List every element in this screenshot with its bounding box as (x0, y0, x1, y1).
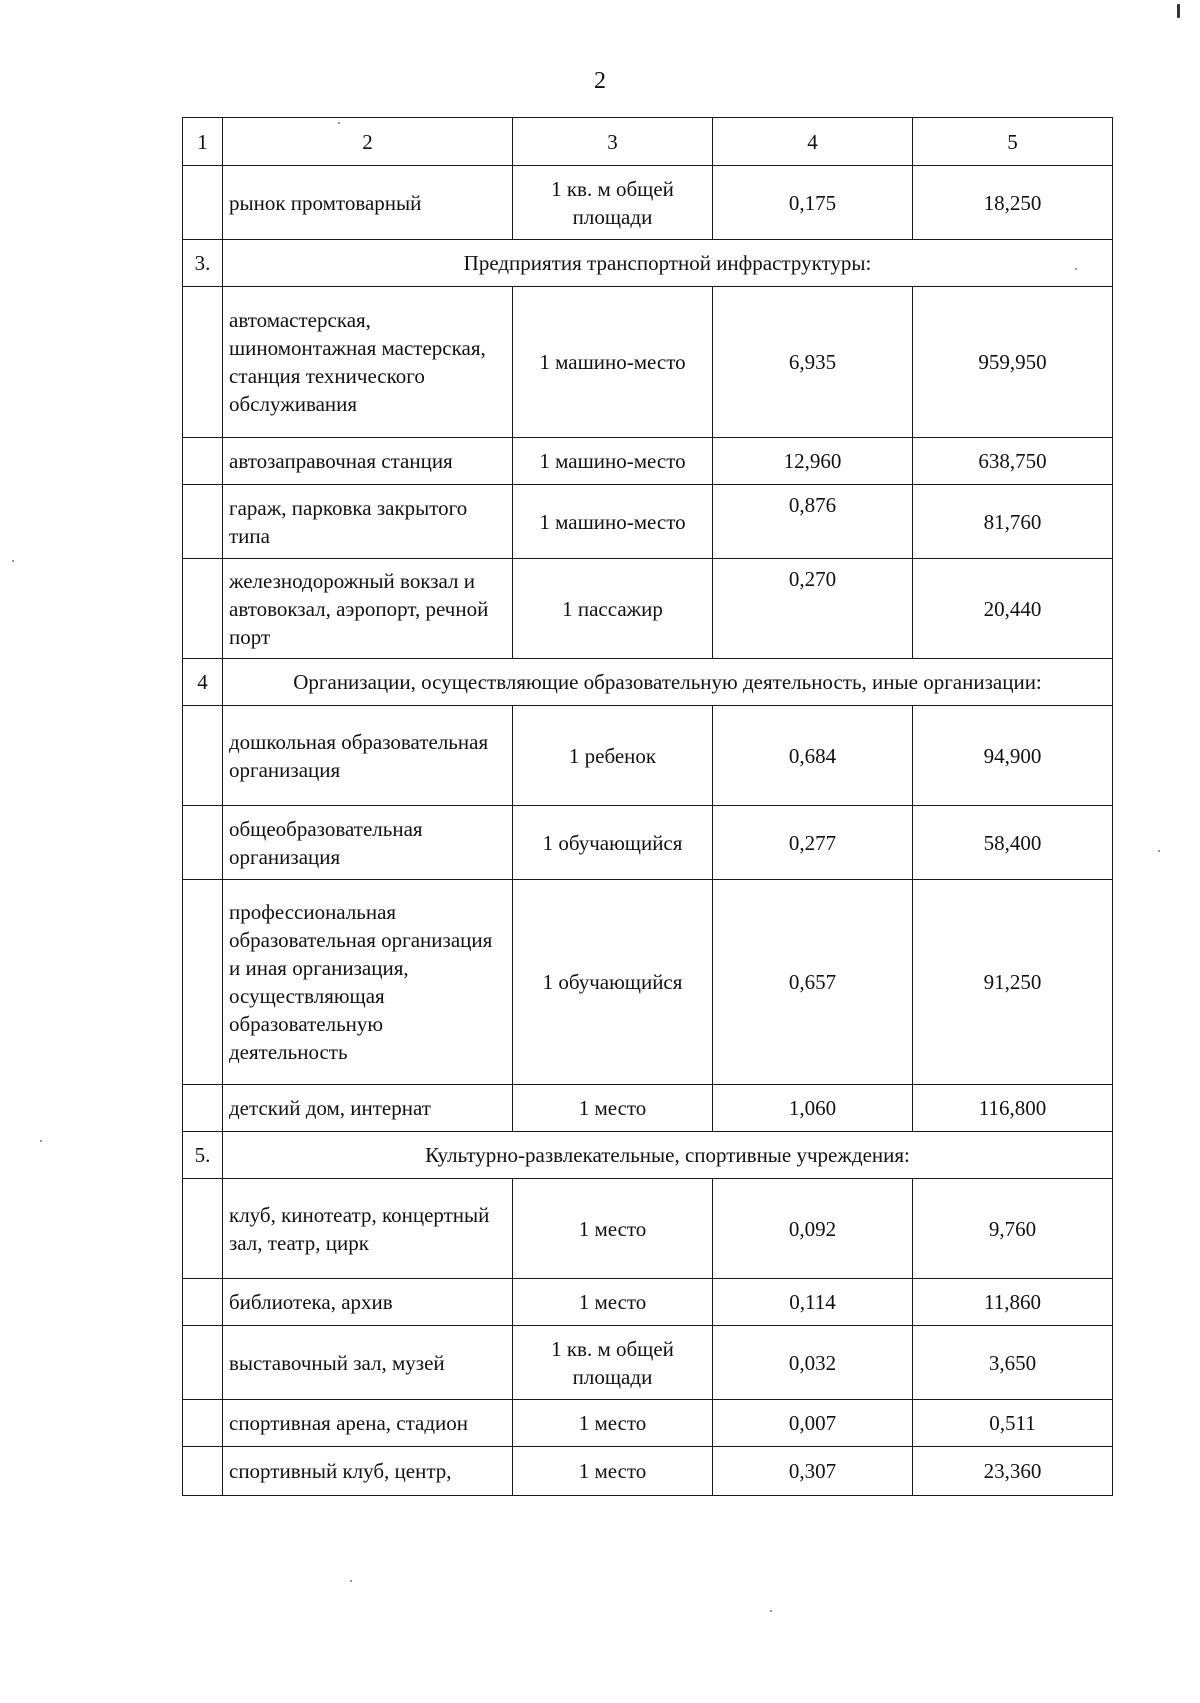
norm-daily-value: 0,277 (713, 806, 913, 880)
object-name: железнодорожный вокзал и автовокзал, аэропорт, речной порт (223, 559, 513, 659)
norm-daily-value: 12,960 (713, 438, 913, 485)
table-row (183, 806, 1113, 880)
unit-of-measure: 1 место (513, 1447, 713, 1496)
row-number (183, 1326, 223, 1400)
section-number: 5. (183, 1132, 223, 1179)
norm-daily-value: 0,270 (713, 559, 913, 659)
unit-of-measure: 1 место (513, 1279, 713, 1326)
row-number (183, 1085, 223, 1132)
object-name: автозаправочная станция (223, 438, 513, 485)
object-name: спортивная арена, стадион (223, 1400, 513, 1447)
section-row (183, 240, 1113, 287)
unit-of-measure: 1 обучающийся (513, 880, 713, 1085)
norm-daily-value: 1,060 (713, 1085, 913, 1132)
object-name: общеобразовательная организация (223, 806, 513, 880)
row-number (183, 1179, 223, 1279)
row-number (183, 287, 223, 438)
norm-annual-value: 18,250 (913, 166, 1113, 240)
section-number: 3. (183, 240, 223, 287)
section-row (183, 659, 1113, 706)
row-number (183, 166, 223, 240)
object-name: дошкольная образовательная организация (223, 706, 513, 806)
table-row (183, 287, 1113, 438)
unit-of-measure: 1 машино-место (513, 485, 713, 559)
object-name: детский дом, интернат (223, 1085, 513, 1132)
scan-speck (40, 1140, 42, 1142)
table-row (183, 166, 1113, 240)
row-number (183, 1400, 223, 1447)
norm-annual-value: 58,400 (913, 806, 1113, 880)
object-name: спортивный клуб, центр, (223, 1447, 513, 1496)
object-name: профессиональная образовательная организация и иная организация, осуществляющая образовательную деятельность (223, 880, 513, 1085)
norm-daily-value: 0,175 (713, 166, 913, 240)
table-row (183, 485, 1113, 559)
row-number (183, 806, 223, 880)
norm-annual-value: 20,440 (913, 559, 1113, 659)
header-cell: 5 (913, 118, 1113, 166)
unit-of-measure: 1 машино-место (513, 438, 713, 485)
row-number (183, 880, 223, 1085)
norm-annual-value: 23,360 (913, 1447, 1113, 1496)
scan-mark (1177, 4, 1180, 18)
object-name: выставочный зал, музей (223, 1326, 513, 1400)
norm-daily-value: 0,876 (713, 485, 913, 559)
table-row (183, 1179, 1113, 1279)
norm-annual-value: 11,860 (913, 1279, 1113, 1326)
norm-annual-value: 959,950 (913, 287, 1113, 438)
norm-daily-value: 0,092 (713, 1179, 913, 1279)
scan-speck (12, 560, 14, 562)
table-row (183, 438, 1113, 485)
section-title: Предприятия транспортной инфраструктуры: (223, 240, 1113, 287)
scan-speck (338, 122, 340, 124)
section-number: 4 (183, 659, 223, 706)
header-cell: 4 (713, 118, 913, 166)
norms-table (182, 117, 1113, 1496)
row-number (183, 559, 223, 659)
section-title: Культурно-развлекательные, спортивные учреждения: (223, 1132, 1113, 1179)
header-cell: 2 (223, 118, 513, 166)
scan-speck (770, 1610, 772, 1612)
header-cell: 1 (183, 118, 223, 166)
unit-of-measure: 1 место (513, 1400, 713, 1447)
table-row (183, 880, 1113, 1085)
object-name: автомастерская, шиномонтажная мастерская, станция технического обслуживания (223, 287, 513, 438)
norm-daily-value: 0,007 (713, 1400, 913, 1447)
table-row (183, 706, 1113, 806)
row-number (183, 706, 223, 806)
norm-annual-value: 94,900 (913, 706, 1113, 806)
norm-daily-value: 6,935 (713, 287, 913, 438)
norm-daily-value: 0,114 (713, 1279, 913, 1326)
unit-of-measure: 1 пассажир (513, 559, 713, 659)
section-row (183, 1132, 1113, 1179)
norm-annual-value: 0,511 (913, 1400, 1113, 1447)
scan-speck (1075, 268, 1077, 270)
table-row (183, 1326, 1113, 1400)
unit-of-measure: 1 кв. м общей площади (513, 166, 713, 240)
section-title: Организации, осуществляющие образовательную деятельность, иные организации: (223, 659, 1113, 706)
norm-annual-value: 116,800 (913, 1085, 1113, 1132)
norm-annual-value: 81,760 (913, 485, 1113, 559)
scan-speck (350, 1580, 352, 1582)
table-row (183, 559, 1113, 659)
norm-annual-value: 9,760 (913, 1179, 1113, 1279)
table-row (183, 1400, 1113, 1447)
object-name: библиотека, архив (223, 1279, 513, 1326)
object-name: рынок промтоварный (223, 166, 513, 240)
table-row (183, 1279, 1113, 1326)
norm-annual-value: 638,750 (913, 438, 1113, 485)
unit-of-measure: 1 машино-место (513, 287, 713, 438)
row-number (183, 438, 223, 485)
object-name: гараж, парковка закрытого типа (223, 485, 513, 559)
unit-of-measure: 1 обучающийся (513, 806, 713, 880)
unit-of-measure: 1 ребенок (513, 706, 713, 806)
header-row (183, 118, 1113, 166)
norm-daily-value: 0,032 (713, 1326, 913, 1400)
table-row (183, 1447, 1113, 1496)
scan-speck (1158, 850, 1160, 852)
row-number (183, 485, 223, 559)
page-number: 2 (594, 68, 606, 94)
row-number (183, 1279, 223, 1326)
header-cell: 3 (513, 118, 713, 166)
norm-annual-value: 3,650 (913, 1326, 1113, 1400)
norm-daily-value: 0,657 (713, 880, 913, 1085)
norm-annual-value: 91,250 (913, 880, 1113, 1085)
object-name: клуб, кинотеатр, концертный зал, театр, цирк (223, 1179, 513, 1279)
table-row (183, 1085, 1113, 1132)
unit-of-measure: 1 место (513, 1179, 713, 1279)
row-number (183, 1447, 223, 1496)
unit-of-measure: 1 кв. м общей площади (513, 1326, 713, 1400)
norm-daily-value: 0,684 (713, 706, 913, 806)
unit-of-measure: 1 место (513, 1085, 713, 1132)
norm-daily-value: 0,307 (713, 1447, 913, 1496)
